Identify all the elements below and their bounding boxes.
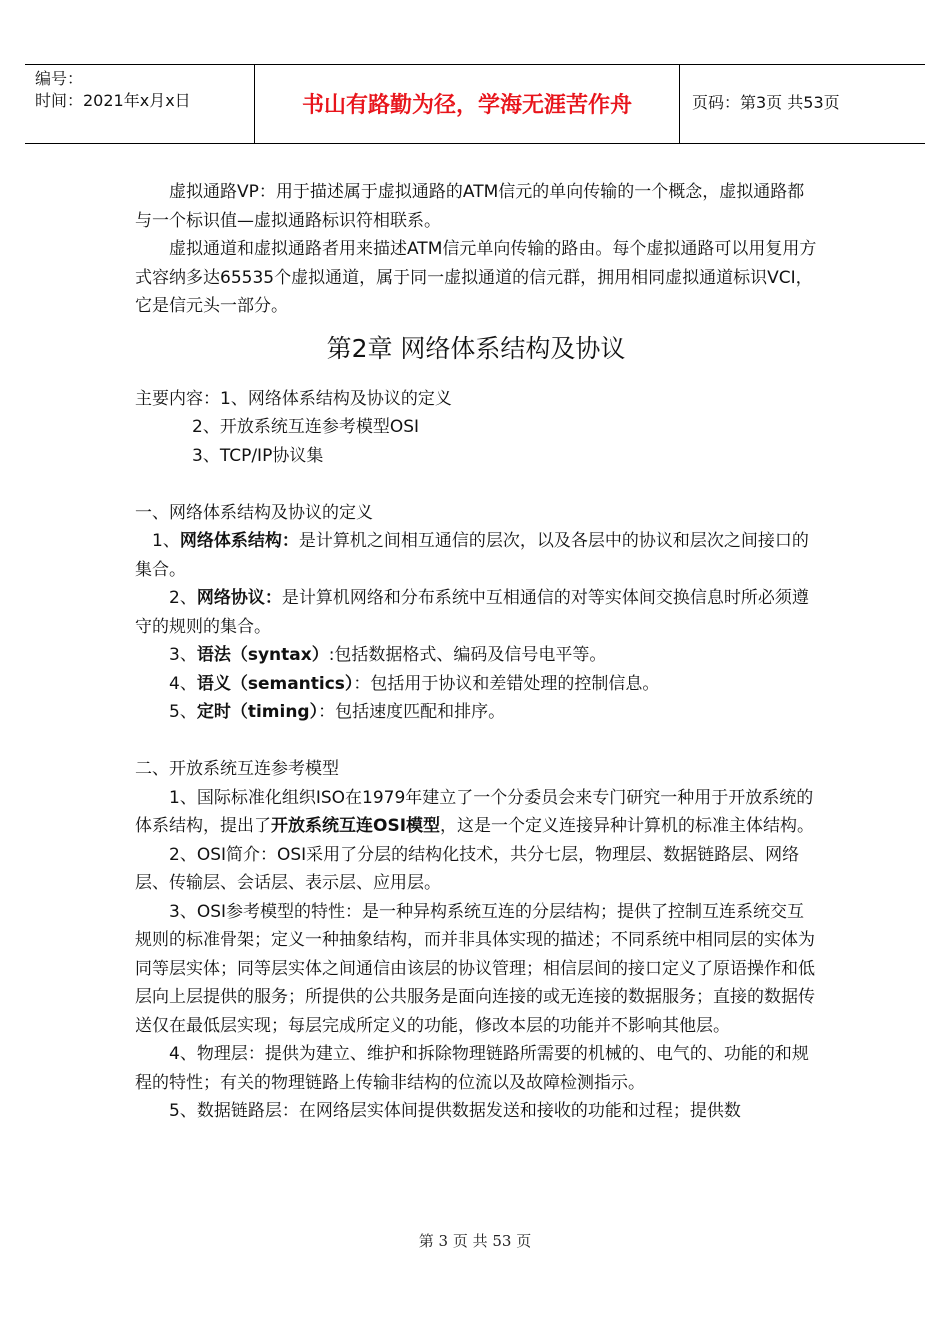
main-content-item-3: 3、TCP/IP协议集 bbox=[192, 445, 324, 466]
header-info-cell bbox=[25, 65, 255, 143]
section-2-heading: 二、开放系统互连参考模型 bbox=[135, 759, 339, 779]
time-label: 时间：2021年x月x日 bbox=[35, 91, 191, 110]
item-text: :包括数据格式、编码及信号电平等。 bbox=[328, 645, 607, 665]
motto-text: 书山有路勤为径，学海无涯苦作舟 bbox=[301, 92, 632, 118]
item-text: 是计算机之间相互通信的层次，以及各层中的协议和层次之间接口的集合。 bbox=[135, 531, 809, 580]
item-text: ：包括用于协议和差错处理的控制信息。 bbox=[353, 673, 660, 694]
term-syntax: 语法（syntax） bbox=[196, 645, 329, 665]
section-1-item-1 bbox=[135, 527, 817, 584]
item-text: ，这是一个定义连接异种计算机的标准主体结构。 bbox=[440, 816, 815, 836]
section-1-item-4 bbox=[135, 670, 817, 699]
item-text: 是计算机网络和分布系统中互相通信的对等实体间交换信息时所必须遵守的规则的集合。 bbox=[135, 588, 809, 637]
section-2-item-3: 3、OSI参考模型的特性：是一种异构系统互连的分层结构；提供了控制互连系统交互规则的标准骨架；定义一种抽象结构，而并非具体实现的描述；不同系统中相同层的实体为同等层实体；同等层实体之间通信由该层的协议管理；相信层间的接口定义了原语操作和低层向上层提供的服务；所提供的公共服务是面向连接的或无连接的数据服务；直接的数据传送仅在最低层实现；每层完成所定义的功能，修改本层的功能并不影响其他层。 bbox=[135, 901, 815, 1036]
item-prefix: 1、 bbox=[152, 531, 180, 551]
page-header bbox=[25, 64, 925, 144]
section-1-item-3 bbox=[135, 641, 817, 670]
header-page-cell bbox=[680, 65, 925, 143]
section-1-item-5 bbox=[135, 698, 817, 727]
item-prefix: 4、 bbox=[169, 673, 197, 694]
section-2-item-5: 5、数据链路层：在网络层实体间提供数据发送和接收的功能和过程；提供数 bbox=[169, 1101, 741, 1121]
section-1-item-2 bbox=[135, 584, 817, 641]
header-motto-cell bbox=[255, 65, 680, 143]
page-footer: 第 3 页 共 53 页 bbox=[418, 1232, 532, 1250]
item-prefix: 3、 bbox=[169, 645, 197, 665]
item-prefix: 2、 bbox=[169, 588, 197, 608]
header-page-label: 页码：第3页 共53页 bbox=[692, 93, 840, 112]
paragraph-vp: 虚拟通路VP：用于描述属于虚拟通路的ATM信元的单向传输的一个概念，虚拟通路都与一个标识值—虚拟通路标识符相联系。 bbox=[135, 182, 805, 231]
spacer bbox=[135, 470, 817, 499]
paragraph-vc-vp: 虚拟通道和虚拟通路者用来描述ATM信元单向传输的路由。每个虚拟通路可以用复用方式容纳多达65535个虚拟通道，属于同一虚拟通道的信元群，拥用相同虚拟通道标识VCI，它是信元头一部分。 bbox=[135, 239, 817, 316]
section-2-item-2: 2、OSI简介：OSI采用了分层的结构化技术，共分七层，物理层、数据链路层、网络层、传输层、会话层、表示层、应用层。 bbox=[135, 844, 800, 893]
term-semantics: 语义（semantics） bbox=[196, 673, 354, 694]
item-prefix: 5、 bbox=[169, 702, 197, 722]
main-content-label: 主要内容：1、网络体系结构及协议的定义 bbox=[135, 388, 452, 409]
section-1-heading: 一、网络体系结构及协议的定义 bbox=[135, 502, 373, 523]
term-network-architecture: 网络体系结构： bbox=[179, 531, 299, 551]
spacer bbox=[135, 727, 817, 756]
chapter-title: 第2章 网络体系结构及协议 bbox=[326, 333, 626, 363]
item-text: ：包括速度匹配和排序。 bbox=[318, 702, 506, 722]
document-body bbox=[135, 178, 817, 1126]
section-2-item-4: 4、物理层：提供为建立、维护和拆除物理链路所需要的机械的、电气的、功能的和规程的特性；有关的物理链路上传输非结构的位流以及故障检测指示。 bbox=[135, 1044, 809, 1093]
term-timing: 定时（timing） bbox=[196, 702, 319, 722]
term-osi-model: 开放系统互连OSI模型 bbox=[271, 816, 441, 836]
main-content-item-2: 2、开放系统互连参考模型OSI bbox=[192, 417, 420, 437]
number-label: 编号： bbox=[35, 69, 84, 88]
section-2-item-1 bbox=[135, 784, 817, 841]
item-text: 1、国际标准化组织ISO在1979年建立了一个分委员会来专门研究一种用于开放系统的体系结构，提出了 bbox=[135, 787, 814, 836]
term-network-protocol: 网络协议： bbox=[196, 588, 282, 608]
